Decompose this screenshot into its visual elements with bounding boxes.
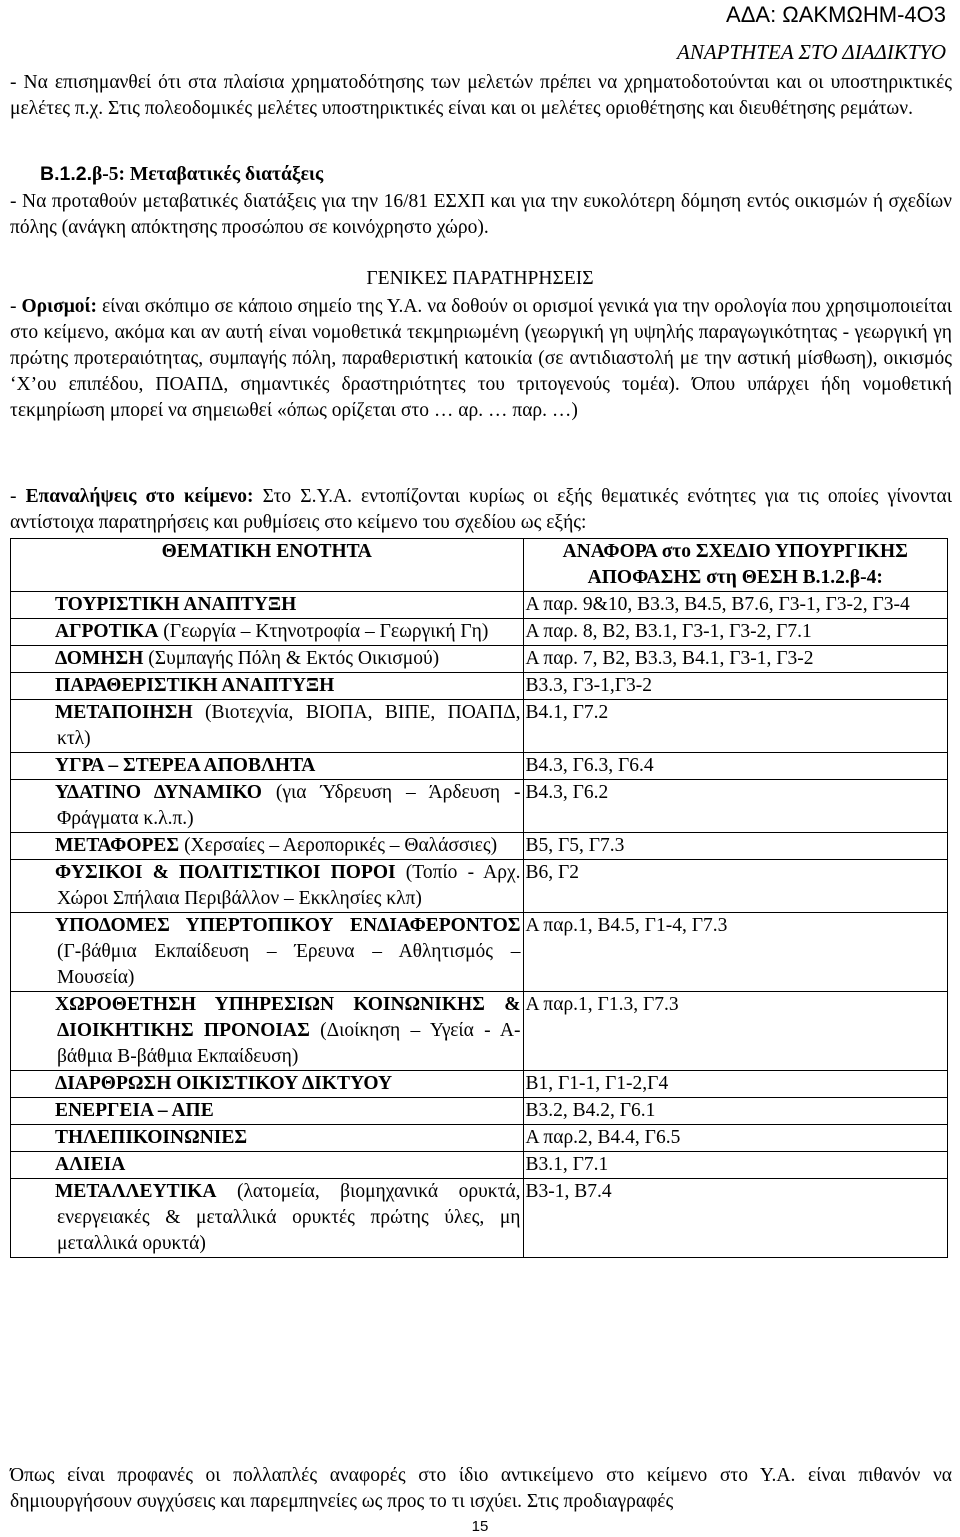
theme-number bbox=[13, 1179, 55, 1205]
theme-details: (Γεωργία – Κτηνοτροφία – Γεωργική Γη) bbox=[158, 621, 489, 642]
theme-text bbox=[13, 860, 521, 912]
theme-text bbox=[13, 646, 521, 672]
table-row bbox=[11, 646, 948, 673]
theme-cell bbox=[11, 913, 524, 992]
reference-cell: Α παρ. 8, Β2, Β3.1, Γ3-1, Γ3-2, Γ7.1 bbox=[523, 619, 948, 646]
table-row bbox=[11, 1071, 948, 1098]
col-header-theme: ΘΕΜΑΤΙΚΗ ΕΝΟΤΗΤΑ bbox=[11, 539, 524, 592]
col-header-reference: ΑΝΑΦΟΡΑ στο ΣΧΕΔΙΟ ΥΠΟΥΡΓΙΚΗΣ ΑΠΟΦΑΣΗΣ στη ΘΕΣΗ Β.1.2.β-4: bbox=[523, 539, 948, 592]
theme-text bbox=[13, 780, 521, 832]
repetitions-text: Στο Σ.Υ.Α. εντοπίζονται κυρίως οι εξής θεματικές ενότητες για τις οποίες γίνονται αντίστοιχα παρατηρήσεις και ρυθμίσεις στο κείμενο του σχεδίου ως εξής: bbox=[10, 486, 952, 533]
theme-cell bbox=[11, 992, 524, 1071]
theme-title: ΕΝΕΡΓΕΙΑ – ΑΠΕ bbox=[55, 1100, 214, 1121]
theme-cell bbox=[11, 753, 524, 780]
theme-title: ΑΓΡΟΤΙΚΑ bbox=[55, 621, 159, 642]
reference-cell: Β3.1, Γ7.1 bbox=[523, 1152, 948, 1179]
theme-title: ΔΙΑΡΘΡΩΣΗ ΟΙΚΙΣΤΙΚΟΥ ΔΙΚΤΥΟΥ bbox=[55, 1073, 393, 1094]
theme-text bbox=[13, 1098, 521, 1124]
theme-cell bbox=[11, 860, 524, 913]
reference-cell: Β3.3, Γ3-1,Γ3-2 bbox=[523, 673, 948, 700]
theme-details: (Χερσαίες – Αεροπορικές – Θαλάσσιες) bbox=[179, 835, 498, 856]
theme-cell bbox=[11, 673, 524, 700]
theme-text bbox=[13, 1152, 521, 1178]
theme-text bbox=[13, 700, 521, 752]
theme-details: (Συμπαγής Πόλη & Εκτός Οικισμού) bbox=[143, 648, 440, 669]
definitions-paragraph: - Ορισμοί: είναι σκόπιμο σε κάποιο σημείο της Υ.Α. να δοθούν οι ορισμοί γενικά για την ορολογία που χρησιμοποιείται στο κείμενο, ακόμα και αν αυτή είναι νομοθετικά τεκμηριωμένη (γεωργική γη υψηλής παραγωγικότητας - γεωργική γη πρώτης προτεραιότητας, συμπαγής πόλη, παραθεριστική κατοικία (σε αντιδιαστολή με την αστική μίσθωση), οικισμός ‘Χ’ου επιπέδου, ΠΟΑΠΔ, σημαντικές δραστηριότητες του τριτογενούς τομέα). Όπου υπάρχει ήδη νομοθετική τεκμηρίωση μπορεί να σημειωθεί «όπως ορίζεται στο … αρ. … παρ. …) bbox=[10, 296, 953, 421]
table-row bbox=[11, 992, 948, 1071]
theme-number bbox=[13, 619, 55, 645]
theme-text bbox=[13, 592, 521, 618]
theme-number bbox=[13, 1125, 55, 1151]
theme-title: ΜΕΤΑΦΟΡΕΣ bbox=[55, 835, 180, 856]
theme-cell bbox=[11, 1152, 524, 1179]
theme-cell bbox=[11, 619, 524, 646]
definitions-label: Ορισμοί: bbox=[21, 296, 98, 317]
table-row bbox=[11, 592, 948, 619]
theme-number bbox=[13, 1071, 55, 1097]
reference-cell: Β3-1, Β7.4 bbox=[523, 1179, 948, 1258]
table-row bbox=[11, 700, 948, 753]
table-row bbox=[11, 833, 948, 860]
theme-title: ΥΔΑΤΙΝΟ ΔΥΝΑΜΙΚΟ bbox=[55, 782, 262, 803]
repetitions-paragraph: - Επαναλήψεις στο κείμενο: Στο Σ.Υ.Α. εντοπίζονται κυρίως οι εξής θεματικές ενότητες για τις οποίες γίνονται αντίστοιχα παρατηρήσεις και ρυθμίσεις στο κείμενο του σχεδίου ως εξής: bbox=[10, 486, 952, 533]
section-title-text: β-5: Μεταβατικές διατάξεις bbox=[92, 164, 324, 185]
definitions-text: είναι σκόπιμο σε κάποιο σημείο της Υ.Α. να δοθούν οι ορισμοί γενικά για την ορολογία που χρησιμοποιείται στο κείμενο, ακόμα και αν αυτή είναι νομοθετικά τεκμηριωμένη (γεωργική γη υψηλής παραγωγικότητας - γεωργική γη πρώτης προτεραιότητας, συμπαγής πόλη, παραθεριστική κατοικία (σε αντιδιαστολή με την αστική μίσθωση), οικισμός ‘Χ’ου επιπέδου, ΠΟΑΠΔ, σημαντικές δραστηριότητες του τριτογενούς τομέα). Όπου υπάρχει ήδη νομοθετική τεκμηρίωση μπορεί να σημειωθεί «όπως ορίζεται στο … αρ. … παρ. …) bbox=[10, 296, 953, 421]
theme-title: ΦΥΣΙΚΟΙ & ΠΟΛΙΤΙΣΤΙΚΟΙ ΠΟΡΟΙ bbox=[55, 862, 396, 883]
reference-cell: Β4.3, Γ6.2 bbox=[523, 780, 948, 833]
table-row bbox=[11, 780, 948, 833]
theme-cell bbox=[11, 1125, 524, 1152]
reference-cell: Β6, Γ2 bbox=[523, 860, 948, 913]
theme-text bbox=[13, 1071, 521, 1097]
theme-number bbox=[13, 1152, 55, 1178]
reference-cell: Β3.2, Β4.2, Γ6.1 bbox=[523, 1098, 948, 1125]
reference-cell: Β4.3, Γ6.3, Γ6.4 bbox=[523, 753, 948, 780]
theme-title: ΧΩΡΟΘΕΤΗΣΗ ΥΠΗΡΕΣΙΩΝ ΚΟΙΝΩΝΙΚΗΣ & ΔΙΟΙΚΗΤΙΚΗΣ ΠΡΟΝΟΙΑΣ bbox=[55, 994, 521, 1041]
theme-text bbox=[13, 913, 521, 991]
reference-cell: Α παρ.1, Β4.5, Γ1-4, Γ7.3 bbox=[523, 913, 948, 992]
theme-number bbox=[13, 992, 55, 1018]
theme-text bbox=[13, 619, 521, 645]
reference-cell: Α παρ. 7, Β2, Β3.3, Β4.1, Γ3-1, Γ3-2 bbox=[523, 646, 948, 673]
theme-number bbox=[13, 673, 55, 699]
table-row bbox=[11, 673, 948, 700]
theme-cell bbox=[11, 780, 524, 833]
theme-details: (Διοίκηση – Υγεία - Α-βάθμια Β-βάθμια Εκπαίδευση) bbox=[57, 1020, 521, 1067]
theme-title: ΥΠΟΔΟΜΕΣ ΥΠΕΡΤΟΠΙΚΟΥ ΕΝΔΙΑΦΕΡΟΝΤΟΣ bbox=[55, 915, 521, 936]
theme-cell bbox=[11, 700, 524, 753]
theme-title: ΜΕΤΑΛΛΕΥΤΙΚΑ bbox=[55, 1181, 217, 1202]
table-row bbox=[11, 860, 948, 913]
theme-details: (λατομεία, βιομηχανικά ορυκτά, ενεργειακές & μεταλλικά ορυκτές πρώτης ύλες, μη μεταλλικά ορυκτά) bbox=[57, 1181, 521, 1254]
theme-title: ΔΟΜΗΣΗ bbox=[55, 648, 144, 669]
table-row bbox=[11, 1152, 948, 1179]
theme-number bbox=[13, 1098, 55, 1124]
theme-text bbox=[13, 1179, 521, 1257]
theme-number bbox=[13, 780, 55, 806]
reference-cell: Β4.1, Γ7.2 bbox=[523, 700, 948, 753]
theme-number bbox=[13, 753, 55, 779]
posted-online-label: ΑΝΑΡΤΗΤΕΑ ΣΤΟ ΔΙΑΔΙΚΤΥΟ bbox=[677, 40, 946, 64]
reference-cell: Β1, Γ1-1, Γ1-2,Γ4 bbox=[523, 1071, 948, 1098]
table-row bbox=[11, 913, 948, 992]
theme-title: ΤΟΥΡΙΣΤΙΚΗ ΑΝΑΠΤΥΞΗ bbox=[55, 594, 297, 615]
reference-cell: Α παρ. 9&10, Β3.3, Β4.5, Β7.6, Γ3-1, Γ3-2, Γ3-4 bbox=[523, 592, 948, 619]
table-row bbox=[11, 619, 948, 646]
theme-details: (Τοπίο - Αρχ. Χώροι Σπήλαια Περιβάλλον – Εκκλησίες κλπ) bbox=[57, 862, 521, 909]
theme-details: (Γ-βάθμια Εκπαίδευση – Έρευνα – Αθλητισμός – Μουσεία) bbox=[57, 941, 521, 988]
theme-title: ΑΛΙΕΙΑ bbox=[55, 1154, 126, 1175]
theme-cell bbox=[11, 1098, 524, 1125]
reference-cell: Β5, Γ5, Γ7.3 bbox=[523, 833, 948, 860]
page-number: 15 bbox=[471, 1518, 489, 1535]
intro-paragraph: - Να επισημανθεί ότι στα πλαίσια χρηματοδότησης των μελετών πρέπει να χρηματοδοτούνται και οι υποστηρικτικές μελέτες π.χ. Στις πολεοδομικές μελέτες υποστηρικτικές είναι και οι μελέτες οριοθέτησης και διευθέτησης ρεμάτων. bbox=[10, 72, 952, 119]
table-row bbox=[11, 1179, 948, 1258]
theme-text bbox=[13, 833, 521, 859]
repetitions-label: Επαναλήψεις στο κείμενο: bbox=[25, 486, 254, 507]
theme-details: (Βιοτεχνία, ΒΙΟΠΑ, ΒΙΠΕ, ΠΟΑΠΔ, κτλ) bbox=[57, 702, 521, 749]
theme-number bbox=[13, 833, 55, 859]
table-row bbox=[11, 1125, 948, 1152]
table-row bbox=[11, 753, 948, 780]
theme-number bbox=[13, 913, 55, 939]
theme-text bbox=[13, 673, 521, 699]
theme-cell bbox=[11, 646, 524, 673]
theme-number bbox=[13, 860, 55, 886]
table-row bbox=[11, 1098, 948, 1125]
theme-title: ΠΑΡΑΘΕΡΙΣΤΙΚΗ ΑΝΑΠΤΥΞΗ bbox=[55, 675, 335, 696]
theme-cell bbox=[11, 833, 524, 860]
reference-cell: Α παρ.2, Β4.4, Γ6.5 bbox=[523, 1125, 948, 1152]
section-title bbox=[40, 163, 323, 186]
theme-title: ΥΓΡΑ – ΣΤΕΡΕΑ ΑΠΟΒΛΗΤΑ bbox=[55, 755, 316, 776]
section-paragraph: - Να προταθούν μεταβατικές διατάξεις για την 16/81 ΕΣΧΠ και για την ευκολότερη δόμηση εντός οικισμών ή σχεδίων πόλης (ανάγκη απόκτησης προσώπου σε κοινόχρηστο χώρο). bbox=[10, 191, 952, 238]
general-remarks-heading: ΓΕΝΙΚΕΣ ΠΑΡΑΤΗΡΗΣΕΙΣ bbox=[366, 268, 594, 289]
theme-title: ΤΗΛΕΠΙΚΟΙΝΩΝΙΕΣ bbox=[55, 1127, 248, 1148]
theme-number bbox=[13, 700, 55, 726]
table-header-row bbox=[11, 539, 948, 592]
reference-cell: Α παρ.1, Γ1.3, Γ7.3 bbox=[523, 992, 948, 1071]
themes-table bbox=[10, 538, 948, 1258]
theme-text bbox=[13, 1125, 521, 1151]
theme-cell bbox=[11, 1179, 524, 1258]
theme-cell bbox=[11, 592, 524, 619]
theme-text bbox=[13, 753, 521, 779]
theme-number bbox=[13, 646, 55, 672]
section-number: Β.1.2. bbox=[40, 163, 93, 185]
ada-code: ΑΔΑ: ΩΑΚΜΩΗΜ-4Ο3 bbox=[726, 2, 946, 27]
theme-title: ΜΕΤΑΠΟΙΗΣΗ bbox=[55, 702, 193, 723]
theme-cell bbox=[11, 1071, 524, 1098]
theme-text bbox=[13, 992, 521, 1070]
theme-number bbox=[13, 592, 55, 618]
theme-details: (για Ύδρευση – Άρδευση - Φράγματα κ.λ.π.) bbox=[57, 782, 521, 829]
closing-paragraph: Όπως είναι προφανές οι πολλαπλές αναφορές στο ίδιο αντικείμενο στο κείμενο στο Υ.Α. είναι πιθανόν να δημιουργήσουν συγχύσεις και παρεμπηνείες ως προς το τι ισχύει. Στις προδιαγραφές bbox=[10, 1465, 952, 1512]
